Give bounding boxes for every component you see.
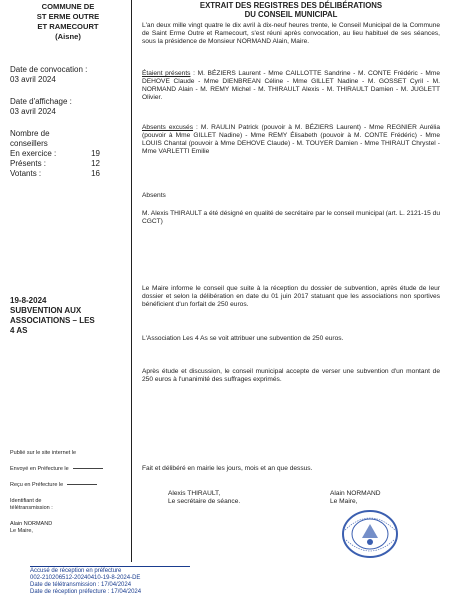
count-row <box>10 149 126 159</box>
count-value: 16 <box>91 169 100 178</box>
mayor-name: Alain NORMAND <box>330 490 381 497</box>
left-signature-role: Le Maire, <box>10 528 33 534</box>
secretary-signature <box>168 490 240 506</box>
conseillers-counts <box>10 129 126 179</box>
convocation-block <box>10 65 126 85</box>
stamp-line: 002-210206512-20240410-19-8-2024-DE <box>30 575 141 581</box>
counts-title: Nombre de conseillers <box>10 129 50 148</box>
commune-line: COMMUNE DE <box>41 2 95 11</box>
recu-note <box>10 482 126 489</box>
intro-paragraph: L'an deux mille vingt quatre le dix avril à dix-neuf heures trente, le Conseil Municipal de la Commune de Saint Erme Outre et Ramecourt, s'est réuni après convocation, au lieu habituel de ses séances, sous la présidence de Monsieur NORMAND Alain, Maire. <box>142 22 440 45</box>
title-line: DU CONSEIL MUNICIPAL <box>244 10 338 19</box>
title-line: EXTRAIT DES REGISTRES DES DÉLIBÉRATIONS <box>199 1 383 10</box>
secretary-name: Alexis THIRAULT, <box>168 490 221 497</box>
absents-excuses-paragraph <box>142 124 440 156</box>
secretary-role: Le secrétaire de séance. <box>168 498 241 505</box>
mayor-role: Le Maire, <box>330 498 358 505</box>
absents-excuses-label: Absents excusés <box>142 124 194 131</box>
count-value: 19 <box>91 149 100 158</box>
affichage-block <box>10 97 126 117</box>
secretaire-paragraph: M. Alexis THIRAULT a été désigné en qualité de secrétaire par le conseil municipal (art. L. 2121-15 du CGCT) <box>142 210 440 225</box>
absents-paragraph <box>142 192 440 200</box>
stamp-line: Accusé de réception en préfecture <box>30 568 122 574</box>
envoye-note <box>10 466 126 473</box>
transmission-notes <box>10 450 126 535</box>
left-signature-name: Alain NORMAND <box>10 521 53 527</box>
commune-line: (Aisne) <box>55 32 81 41</box>
absents-label: Absents <box>142 192 166 199</box>
stamp-line: Date de réception préfecture : 17/04/2024 <box>30 589 142 595</box>
presents-list: : M. BÉZIERS Laurent - Mme CAILLOTTE Sandrine - M. CONTE Frédéric - Mme DEHOVE Claude - Mme DIENBREAN Céline - Mme GILLET Nadine - M. GOSSET Cyril - M. NORMAND Alain - M. REMY Michel - M. THIRAULT Alexis - M. THIRAULT Damien - M. JUGLETT Olivier. <box>142 70 440 101</box>
left-signature <box>10 521 126 535</box>
body-paragraph: Le Maire informe le conseil que suite à la réception du dossier de subvention, après étude de leur dossier et selon la délibération en date du 01 juin 2017 statuant que les associations non sportives bénéficient d'un forfait de 250 euros. <box>142 285 440 308</box>
publie-label: Publié sur le site internet le <box>10 450 77 456</box>
mayor-signature <box>330 490 381 506</box>
mairie-seal-icon <box>340 508 400 560</box>
count-row <box>10 169 126 179</box>
body-paragraph: L'Association Les 4 As se voit attribuer une subvention de 250 euros. <box>142 335 344 342</box>
absents-excuses-list: : M. RAULIN Patrick (pouvoir à M. BÉZIERS Laurent) - Mme REGNIER Aurélia (pouvoir à Mme GILLET Nadine) - Mme REMY Élisabeth (pouvoir à M. CONTE Frédéric) - Mme LOUIS Chantal (pouvoir à Mme DEHOVE Claude) - M. TOUYER Damien - Mme THIRAUT Chrystel - Mme VARLETTI Emilie <box>142 124 440 155</box>
count-label: Présents : <box>10 159 47 168</box>
commune-line: ET RAMECOURT <box>37 22 99 31</box>
commune-header <box>10 2 126 42</box>
envoye-label: Envoyé en Préfecture le <box>10 466 69 472</box>
document-title <box>136 1 446 19</box>
deliberation-title: SUBVENTION AUX ASSOCIATIONS – LES 4 AS <box>10 306 95 335</box>
convocation-date: 03 avril 2024 <box>10 75 56 84</box>
deliberation-number: 19-8-2024 <box>10 296 47 305</box>
count-value: 12 <box>91 159 100 168</box>
convocation-label: Date de convocation : <box>10 65 88 74</box>
count-label: Votants : <box>10 169 42 178</box>
publie-note <box>10 450 126 457</box>
recu-label: Reçu en Préfecture le <box>10 482 64 488</box>
affichage-date: 03 avril 2024 <box>10 107 56 116</box>
fait-line: Fait et délibéré en mairie les jours, mois et an que dessus. <box>142 465 313 472</box>
affichage-label: Date d'affichage : <box>10 97 72 106</box>
count-row <box>10 159 126 169</box>
presents-label: Étaient présents <box>142 70 191 77</box>
prefecture-receipt-stamp <box>30 568 230 596</box>
blank-line <box>67 484 97 485</box>
commune-line: ST ERME OUTRE <box>36 12 100 21</box>
identifiant-note <box>10 498 70 512</box>
deliberation-heading <box>10 296 126 336</box>
count-label: En exercice : <box>10 149 57 158</box>
column-divider <box>131 0 132 562</box>
body-paragraph: Après étude et discussion, le conseil municipal accepte de verser une subvention d'un montant de 250 euros à l'unanimité des suffrages exprimés. <box>142 368 440 383</box>
stamp-line: Date de télétransmission : 17/04/2024 <box>30 582 132 588</box>
identifiant-label: Identifiant de télétransmission : <box>10 498 53 511</box>
presents-paragraph <box>142 70 440 102</box>
blank-line <box>73 468 103 469</box>
stamp-rule <box>30 566 190 567</box>
